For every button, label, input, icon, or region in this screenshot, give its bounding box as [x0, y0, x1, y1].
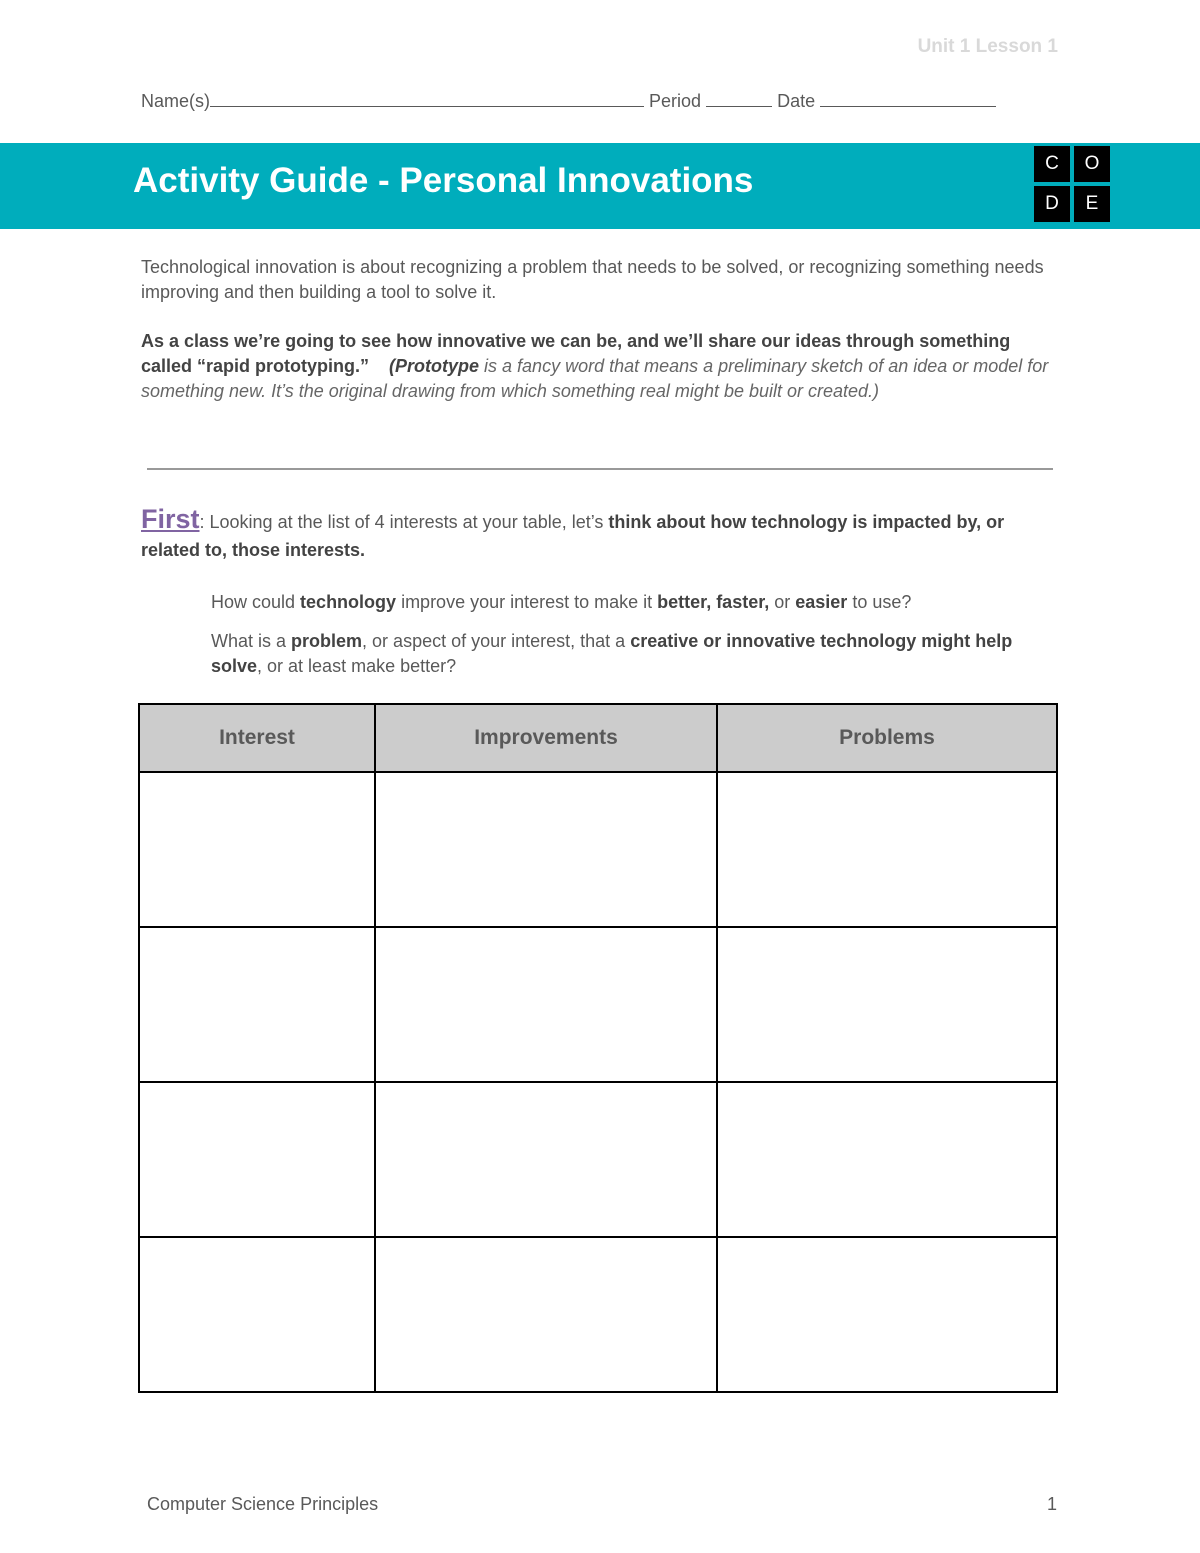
logo-letter: C — [1034, 146, 1070, 182]
interests-table — [138, 703, 1058, 1393]
problems-cell[interactable] — [717, 1237, 1057, 1392]
divider — [147, 468, 1053, 470]
title-banner — [0, 143, 1200, 229]
improvements-cell[interactable] — [375, 927, 717, 1082]
unit-lesson-label: Unit 1 Lesson 1 — [917, 36, 1058, 57]
class-paragraph — [141, 329, 1056, 404]
q2-text: , or aspect of your interest, that a — [362, 631, 631, 651]
first-label: First — [141, 504, 200, 534]
interest-cell[interactable] — [139, 1082, 375, 1237]
question-problem — [211, 629, 1056, 679]
first-text-bold: think about how technology is impacted by, or related to, those interests. — [141, 512, 1005, 560]
interest-cell[interactable] — [139, 927, 375, 1082]
improvements-cell[interactable] — [375, 1237, 717, 1392]
logo-letter: O — [1074, 146, 1110, 182]
table-row — [139, 772, 1057, 927]
problems-cell[interactable] — [717, 1082, 1057, 1237]
first-instructions — [141, 505, 1056, 564]
prototype-definition: is a fancy word that means a preliminary sketch of an idea or model for something new. It’s the original drawing from which something real might be built or created.) — [141, 356, 1049, 401]
improvements-cell[interactable] — [375, 772, 717, 927]
q1-text: to use? — [847, 592, 912, 612]
period-label: Period — [649, 91, 702, 111]
date-field[interactable] — [820, 90, 996, 107]
class-paragraph-bold: As a class we’re going to see how innovative we can be, and we’ll share our ideas through something called “rapid prototyping.” — [141, 331, 1011, 376]
intro-paragraph: Technological innovation is about recognizing a problem that needs to be solved, or recognizing something needs improving and then building a tool to solve it. — [141, 257, 1044, 302]
table-row — [139, 927, 1057, 1082]
name-label: Name(s) — [141, 91, 211, 111]
q2-bold: problem — [291, 631, 363, 651]
code-logo — [1034, 146, 1110, 222]
q2-text: , or at least make better? — [257, 656, 457, 676]
student-info-line — [141, 90, 996, 112]
logo-letter: E — [1074, 186, 1110, 222]
table-header-row — [139, 704, 1057, 772]
interest-cell[interactable] — [139, 1237, 375, 1392]
period-field[interactable] — [706, 90, 772, 107]
q1-bold: better, faster, — [657, 592, 770, 612]
table-row — [139, 1237, 1057, 1392]
page-number: 1 — [1047, 1494, 1058, 1514]
q1-bold: technology — [300, 592, 397, 612]
problems-cell[interactable] — [717, 772, 1057, 927]
logo-letter: D — [1034, 186, 1070, 222]
q1-text: or — [769, 592, 796, 612]
first-text: : Looking at the list of 4 interests at your table, let’s — [199, 512, 609, 532]
prototype-term: (Prototype — [389, 356, 480, 376]
page-title: Activity Guide - Personal Innovations — [133, 161, 754, 200]
q2-bold: creative or innovative technology might help solve — [211, 631, 1013, 676]
header-interest: Interest — [139, 704, 375, 772]
header-problems: Problems — [717, 704, 1057, 772]
header-improvements: Improvements — [375, 704, 717, 772]
table-row — [139, 1082, 1057, 1237]
interest-cell[interactable] — [139, 772, 375, 927]
q2-text: What is a — [211, 631, 292, 651]
q1-text: How could — [211, 592, 301, 612]
q1-text: improve your interest to make it — [396, 592, 658, 612]
question-improve — [211, 590, 1056, 615]
problems-cell[interactable] — [717, 927, 1057, 1082]
improvements-cell[interactable] — [375, 1082, 717, 1237]
date-label: Date — [777, 91, 816, 111]
q1-bold: easier — [795, 592, 848, 612]
footer-course: Computer Science Principles — [147, 1494, 379, 1514]
name-field[interactable] — [210, 90, 644, 107]
